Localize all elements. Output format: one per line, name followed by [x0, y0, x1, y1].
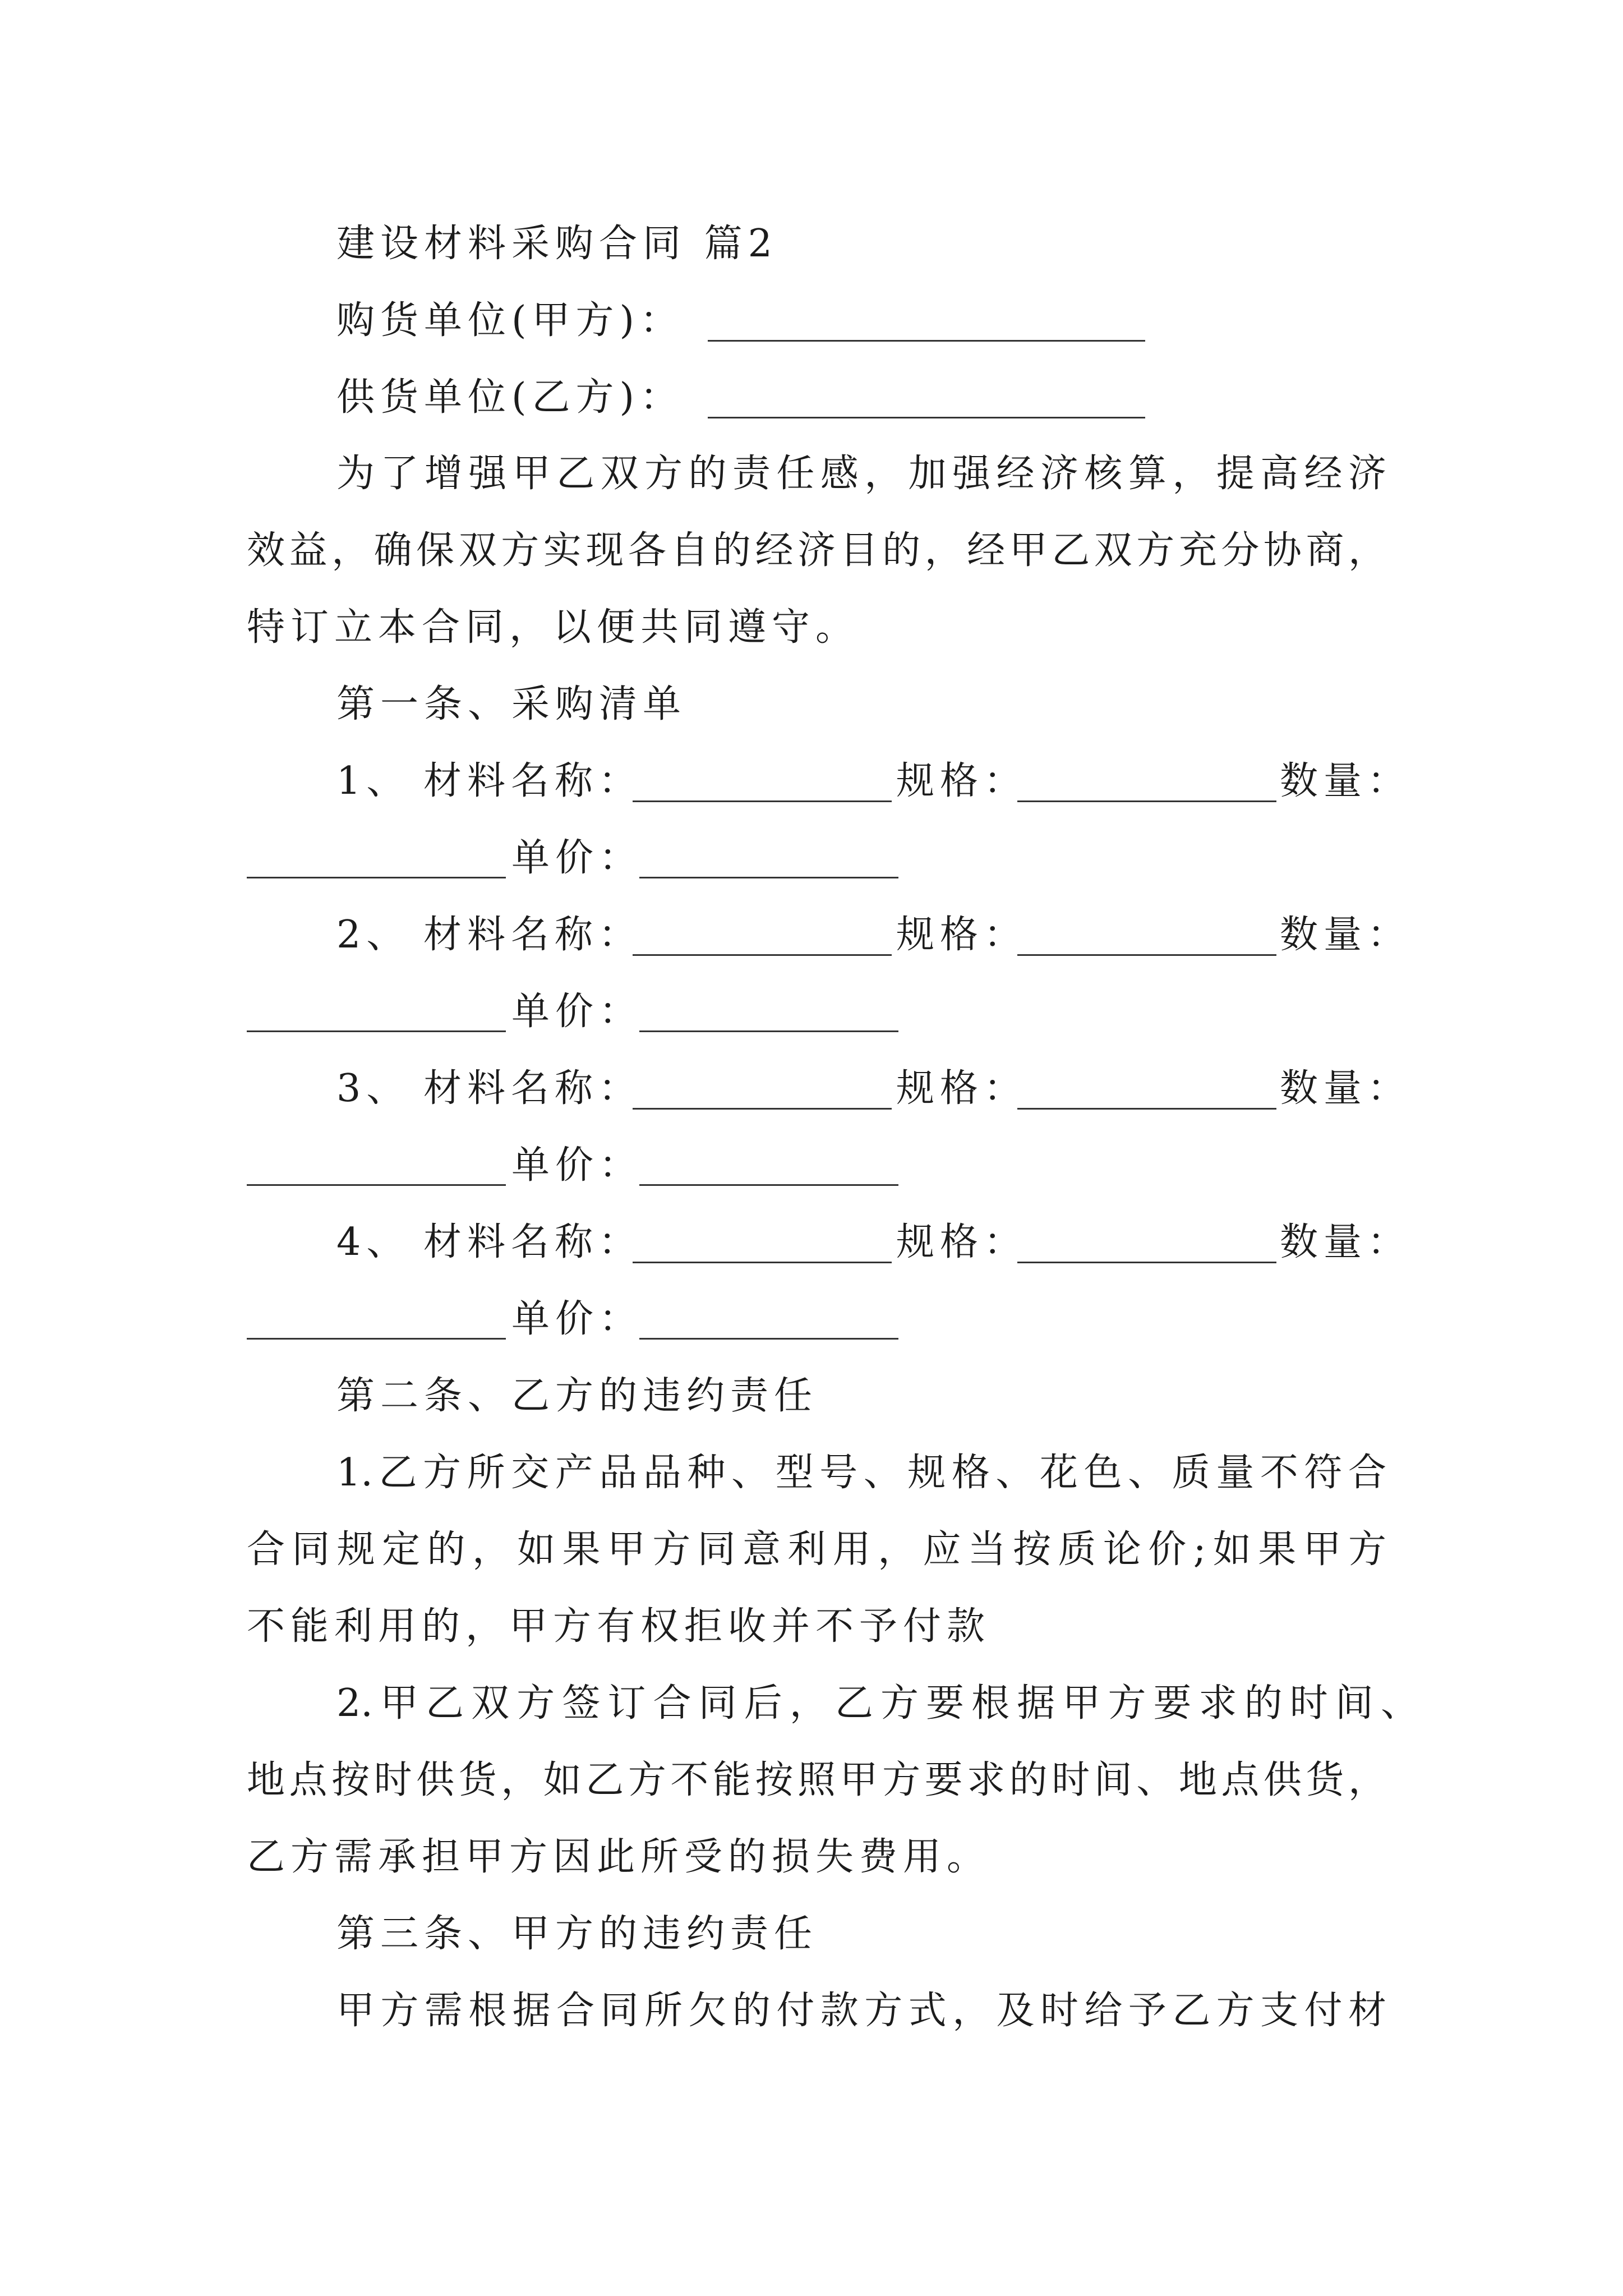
item2-price-label: 单价：	[511, 990, 643, 1034]
intro-line-3: 特订立本合同，以便共同遵守。	[247, 605, 860, 650]
article1-heading: 第一条、采购清单	[336, 682, 687, 726]
item1-spec-label: 规格：	[896, 759, 1028, 803]
item1-name-blank	[633, 800, 892, 802]
item3-price-blank	[639, 1184, 898, 1186]
buyer-label: 购货单位(甲方)：	[336, 298, 684, 343]
item4-spec-label: 规格：	[896, 1220, 1028, 1264]
article2-clause1-line-1: 1.乙方所交产品品种、型号、规格、花色、质量不符合	[336, 1451, 1386, 1495]
article3-heading: 第三条、甲方的违约责任	[336, 1912, 818, 1956]
item4-price-blank	[639, 1338, 898, 1340]
item3-spec-blank	[1017, 1108, 1276, 1110]
article3-text-line-1: 甲方需根据合同所欠的付款方式，及时给予乙方支付材	[336, 1989, 1386, 2033]
item4-spec-blank	[1017, 1262, 1276, 1263]
item4-num: 4、	[336, 1220, 411, 1264]
intro-line-1: 为了增强甲乙双方的责任感，加强经济核算，提高经济	[336, 452, 1386, 496]
item4-qty-label: 数量：	[1280, 1220, 1412, 1264]
item3-name-blank	[633, 1108, 892, 1110]
item1-price-blank	[639, 877, 898, 878]
article2-clause1-line-3: 不能利用的，甲方有权拒收并不予付款	[247, 1604, 991, 1649]
item3-qty-label: 数量：	[1280, 1066, 1412, 1111]
item2-name-blank	[633, 954, 892, 956]
article2-clause1-line-2: 合同规定的，如果甲方同意利用，应当按质论价;如果甲方	[247, 1527, 1386, 1572]
item2-num: 2、	[336, 913, 411, 957]
item1-name-label: 材料名称：	[423, 759, 643, 803]
item1-spec-blank	[1017, 800, 1276, 802]
item1-price-label: 单价：	[511, 836, 643, 880]
item1-qty-blank	[247, 877, 506, 878]
article2-heading: 第二条、乙方的违约责任	[336, 1374, 818, 1418]
supplier-label: 供货单位(乙方)：	[336, 375, 684, 420]
item2-name-label: 材料名称：	[423, 913, 643, 957]
item2-spec-label: 规格：	[896, 913, 1028, 957]
buyer-blank	[708, 340, 1145, 342]
item2-spec-blank	[1017, 954, 1276, 956]
item2-qty-blank	[247, 1030, 506, 1032]
item3-price-label: 单价：	[511, 1143, 643, 1188]
item2-qty-label: 数量：	[1280, 913, 1412, 957]
article2-clause2-line-3: 乙方需承担甲方因此所受的损失费用。	[247, 1835, 991, 1879]
intro-line-2: 效益，确保双方实现各自的经济目的，经甲乙双方充分协商，	[247, 528, 1386, 573]
article2-clause2-line-1: 2.甲乙双方签订合同后，乙方要根据甲方要求的时间、	[336, 1681, 1419, 1726]
item3-spec-label: 规格：	[896, 1066, 1028, 1111]
item4-price-label: 单价：	[511, 1297, 643, 1341]
item1-qty-label: 数量：	[1280, 759, 1412, 803]
item4-name-blank	[633, 1262, 892, 1263]
item3-num: 3、	[336, 1066, 411, 1111]
item4-qty-blank	[247, 1338, 506, 1340]
item2-price-blank	[639, 1030, 898, 1032]
item1-num: 1、	[336, 759, 411, 803]
document-title: 建设材料采购合同 篇2	[336, 222, 778, 266]
supplier-blank	[708, 417, 1145, 418]
article2-clause2-line-2: 地点按时供货，如乙方不能按照甲方要求的时间、地点供货，	[247, 1758, 1386, 1802]
item3-name-label: 材料名称：	[423, 1066, 643, 1111]
item3-qty-blank	[247, 1184, 506, 1186]
item4-name-label: 材料名称：	[423, 1220, 643, 1264]
